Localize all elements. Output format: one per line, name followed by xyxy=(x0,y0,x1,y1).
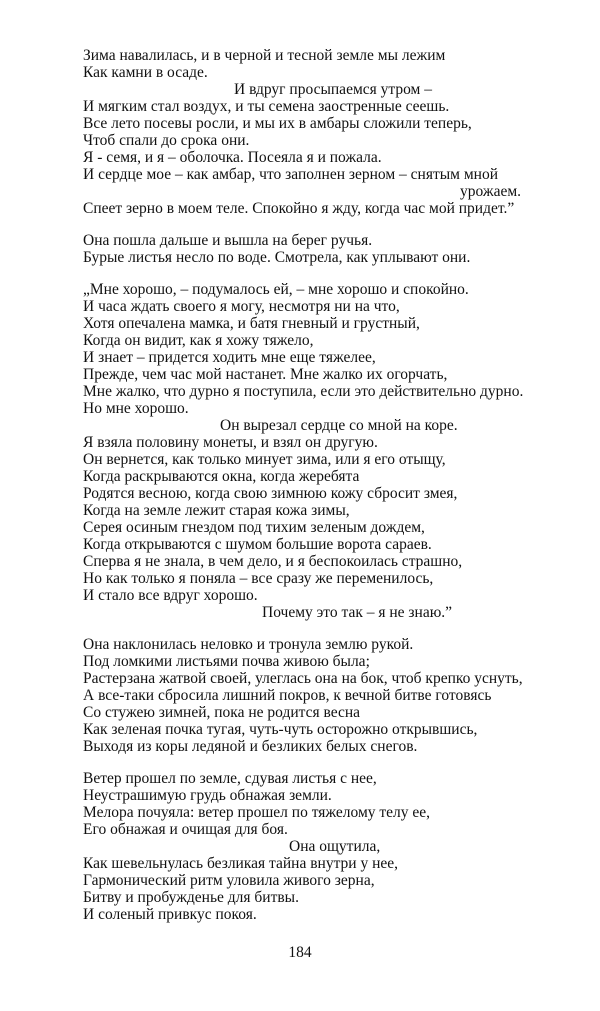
text-line: „Мне хорошо, – подумалось ей, – мне хорошо и спокойно. xyxy=(83,281,469,298)
text-line: А все-таки сбросила лишний покров, к вечной битве готовясь xyxy=(83,687,492,704)
text-line: Под ломкими листьями почва живою была; xyxy=(83,653,370,670)
text-line: Его обнажая и очищая для боя. xyxy=(83,821,288,838)
text-line: Спеет зерно в моем теле. Спокойно я жду, когда час мой придет.” xyxy=(83,200,515,217)
text-line: Хотя опечалена мамка, и батя гневный и грустный, xyxy=(83,315,420,332)
text-line: Она наклонилась неловко и тронула землю рукой. xyxy=(83,636,414,653)
text-line: И стало все вдруг хорошо. xyxy=(83,587,258,604)
text-line: Неустрашимую грудь обнажая земли. xyxy=(83,787,332,804)
text-line: Как зеленая почка тугая, чуть-чуть осторожно открывшись, xyxy=(83,721,478,738)
text-line: И вдруг просыпаемся утром – xyxy=(234,81,432,98)
text-line: И мягким стал воздух, и ты семена заостренные сеешь. xyxy=(83,98,450,115)
text-line: Все лето посевы росли, и мы их в амбары сложили теперь, xyxy=(83,115,472,132)
text-line: И часа ждать своего я могу, несмотря ни на что, xyxy=(83,298,400,315)
text-line: И знает – придется ходить мне еще тяжелее, xyxy=(83,349,376,366)
text-line: Бурые листья несло по воде. Смотрела, как уплывают они. xyxy=(83,249,471,266)
text-line: Ветер прошел по земле, сдувая листья с нее, xyxy=(83,770,377,787)
text-line: Когда открываются с шумом большие ворота сараев. xyxy=(83,536,432,553)
text-line: И сердце мое – как амбар, что заполнен зерном – снятым мной xyxy=(83,166,499,183)
text-line: Зима навалилась, и в черной и тесной земле мы лежим xyxy=(83,47,446,64)
text-line: Выходя из коры ледяной и безликих белых снегов. xyxy=(83,738,418,755)
text-line: Битву и пробужденье для битвы. xyxy=(83,889,299,906)
text-line: Мне жалко, что дурно я поступила, если это действительно дурно. xyxy=(83,383,524,400)
text-line: Почему это так – я не знаю.” xyxy=(262,604,453,621)
text-line: Как камни в осаде. xyxy=(83,64,208,81)
text-line: Гармонический ритм уловила живого зерна, xyxy=(83,872,375,889)
text-line: Мелора почуяла: ветер прошел по тяжелому телу ее, xyxy=(83,804,431,821)
text-line: Чтоб спали до срока они. xyxy=(83,132,250,149)
text-line: Он вернется, как только минует зима, или я его отыщу, xyxy=(83,451,446,468)
text-line: Растерзана жатвой своей, улеглась она на бок, чтоб крепко уснуть, xyxy=(83,670,523,687)
text-line: Со стужею зимней, пока не родится весна xyxy=(83,704,361,721)
text-line: Я - семя, и я – оболочка. Посеяла я и пожала. xyxy=(83,149,382,166)
text-line: Когда на земле лежит старая кожа зимы, xyxy=(83,502,350,519)
text-line: Серея осиным гнездом под тихим зеленым дождем, xyxy=(83,519,425,536)
text-line: Но как только я поняла – все сразу же переменилось, xyxy=(83,570,434,587)
text-line: Родятся весною, когда свою зимнюю кожу сбросит змея, xyxy=(83,485,458,502)
text-line: Он вырезал сердце со мной на коре. xyxy=(220,417,458,434)
text-line: Я взяла половину монеты, и взял он другую. xyxy=(83,434,378,451)
text-line: Она пошла дальше и вышла на берег ручья. xyxy=(83,232,373,249)
text-line: Она ощутила, xyxy=(289,838,381,855)
page-number: 184 xyxy=(288,944,312,961)
text-line: Но мне хорошо. xyxy=(83,400,189,417)
text-line: урожаем. xyxy=(460,183,522,200)
text-line: Как шевельнулась безликая тайна внутри у нее, xyxy=(83,855,399,872)
text-line: Сперва я не знала, в чем дело, и я беспокоилась страшно, xyxy=(83,553,463,570)
text-line: Когда раскрываются окна, когда жеребята xyxy=(83,468,360,485)
text-line: Прежде, чем час мой настанет. Мне жалко их огорчать, xyxy=(83,366,448,383)
text-line: Когда он видит, как я хожу тяжело, xyxy=(83,332,314,349)
text-line: И соленый привкус покоя. xyxy=(83,906,257,923)
